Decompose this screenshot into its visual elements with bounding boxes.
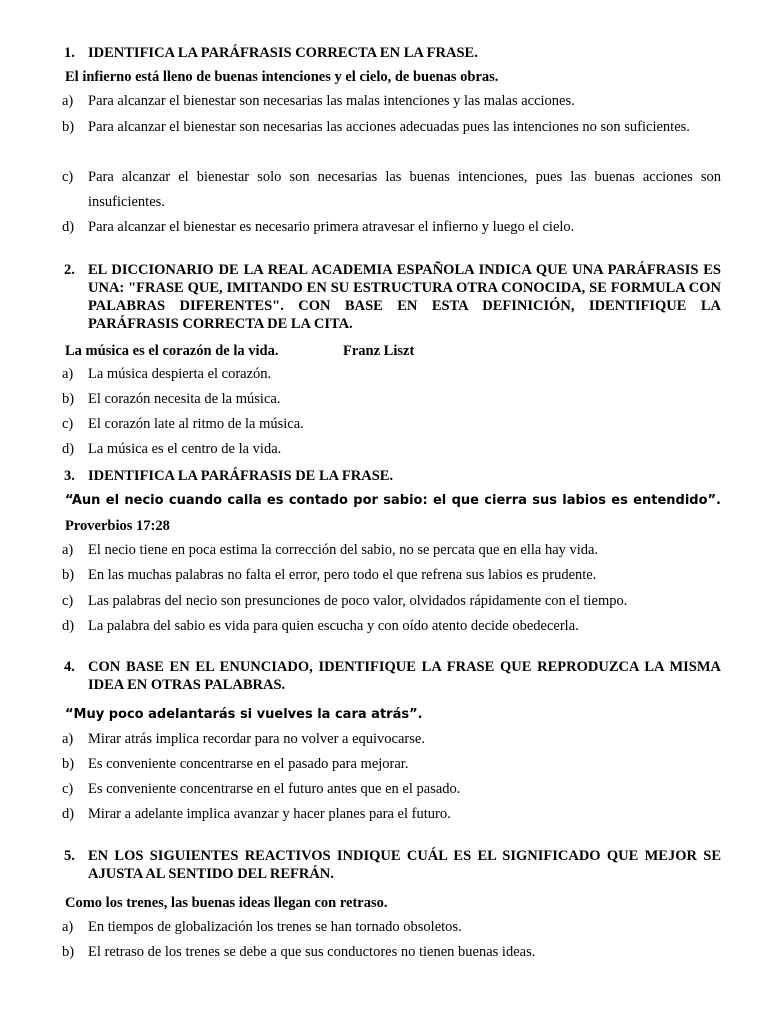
option-letter: c) bbox=[62, 781, 74, 797]
option-text: Para alcanzar el bienestar son necesarias las acciones adecuadas pues las intenciones no son suficientes. bbox=[88, 119, 690, 135]
option-text: Para alcanzar el bienestar son necesarias las malas intenciones y las malas acciones. bbox=[88, 93, 575, 109]
option-text: Para alcanzar el bienestar es necesario primera atravesar el infierno y luego el cielo. bbox=[88, 219, 575, 235]
question-text: EN LOS SIGUIENTES REACTIVOS INDIQUE CUÁL ES EL SIGNIFICADO QUE MEJOR SE AJUSTA AL SENTIDO DEL REFRÁN. bbox=[88, 848, 721, 882]
option-3d bbox=[62, 614, 721, 639]
option-letter: a) bbox=[62, 919, 74, 935]
question-2-prompt: La música es el corazón de la vida. bbox=[65, 343, 279, 359]
option-letter: d) bbox=[62, 618, 75, 634]
question-4-prompt: “Muy poco adelantarás si vuelves la cara atrás”. bbox=[65, 707, 423, 722]
option-letter: c) bbox=[62, 593, 74, 609]
option-text: Es conveniente concentrarse en el futuro antes que en el pasado. bbox=[88, 781, 461, 797]
question-5-prompt: Como los trenes, las buenas ideas llegan con retraso. bbox=[65, 895, 388, 911]
option-4c bbox=[62, 777, 721, 802]
quote-source: Proverbios 17:28 bbox=[65, 518, 170, 534]
option-text: La música es el centro de la vida. bbox=[88, 441, 282, 457]
option-letter: a) bbox=[62, 542, 74, 558]
option-letter: b) bbox=[62, 391, 75, 407]
question-1-prompt: El infierno está lleno de buenas intenciones y el cielo, de buenas obras. bbox=[65, 69, 499, 85]
option-letter: a) bbox=[62, 93, 74, 109]
option-text: El necio tiene en poca estima la corrección del sabio, no se percata que en ella hay vida. bbox=[88, 542, 599, 558]
option-letter: a) bbox=[62, 366, 74, 382]
option-text: Las palabras del necio son presunciones de poco valor, olvidados rápidamente con el tiempo. bbox=[88, 593, 628, 609]
question-text: IDENTIFICA LA PARÁFRASIS DE LA FRASE. bbox=[88, 468, 394, 484]
option-3b bbox=[62, 563, 721, 588]
option-text: El corazón necesita de la música. bbox=[88, 391, 281, 407]
question-3-prompt: “Aun el necio cuando calla es contado por sabio: el que cierra sus labios es entendido”. bbox=[65, 493, 721, 508]
option-text: Es conveniente concentrarse en el pasado para mejorar. bbox=[88, 756, 409, 772]
question-1-title bbox=[64, 44, 721, 62]
option-letter: d) bbox=[62, 441, 75, 457]
option-text: Mirar a adelante implica avanzar y hacer planes para el futuro. bbox=[88, 806, 451, 822]
question-number: 5. bbox=[64, 848, 75, 864]
option-2c bbox=[62, 412, 721, 437]
question-number: 3. bbox=[64, 468, 75, 484]
option-text: En las muchas palabras no falta el error, pero todo el que refrena sus labios es prudente. bbox=[88, 567, 597, 583]
option-letter: d) bbox=[62, 806, 75, 822]
question-number: 4. bbox=[64, 659, 75, 675]
option-2d bbox=[62, 437, 721, 462]
option-1d bbox=[62, 215, 721, 240]
option-letter: d) bbox=[62, 219, 75, 235]
option-2a bbox=[62, 362, 721, 387]
option-text: El retraso de los trenes se debe a que sus conductores no tienen buenas ideas. bbox=[88, 944, 536, 960]
option-letter: c) bbox=[62, 169, 74, 185]
question-3-title bbox=[64, 467, 721, 485]
option-letter: b) bbox=[62, 119, 75, 135]
option-text: La música despierta el corazón. bbox=[88, 366, 272, 382]
option-4d bbox=[62, 802, 721, 827]
option-letter: b) bbox=[62, 756, 75, 772]
question-text: CON BASE EN EL ENUNCIADO, IDENTIFIQUE LA FRASE QUE REPRODUZCA LA MISMA IDEA EN OTRAS PALABRAS. bbox=[88, 659, 721, 693]
option-4b bbox=[62, 752, 721, 777]
quote-author: Franz Liszt bbox=[343, 343, 415, 359]
question-5-title bbox=[64, 847, 721, 883]
option-3c bbox=[62, 589, 721, 614]
question-number: 2. bbox=[64, 262, 75, 278]
option-1c bbox=[62, 165, 721, 215]
question-text: IDENTIFICA LA PARÁFRASIS CORRECTA EN LA FRASE. bbox=[88, 45, 478, 61]
question-2-title bbox=[64, 261, 721, 333]
option-2b bbox=[62, 387, 721, 412]
option-letter: c) bbox=[62, 416, 74, 432]
question-text: EL DICCIONARIO DE LA REAL ACADEMIA ESPAÑOLA INDICA QUE UNA PARÁFRASIS ES UNA: "FRASE QUE, IMITANDO EN SU ESTRUCTURA OTRA CONOCIDA, SE FORMULA CON PALABRAS DIFERENTES". CON BASE EN ESTA DEFINICIÓN, IDENTIFIQUE LA PARÁFRASIS CORRECTA DE LA CITA. bbox=[88, 262, 721, 332]
option-1a bbox=[62, 89, 721, 114]
option-letter: b) bbox=[62, 567, 75, 583]
option-text: Para alcanzar el bienestar solo son necesarias las buenas intenciones, pues las buenas acciones son insuficientes. bbox=[88, 169, 721, 210]
option-text: El corazón late al ritmo de la música. bbox=[88, 416, 304, 432]
question-number: 1. bbox=[64, 45, 75, 61]
option-letter: a) bbox=[62, 731, 74, 747]
option-3a bbox=[62, 538, 721, 563]
option-text: En tiempos de globalización los trenes se han tornado obsoletos. bbox=[88, 919, 462, 935]
option-5a bbox=[62, 915, 721, 940]
option-text: Mirar atrás implica recordar para no volver a equivocarse. bbox=[88, 731, 425, 747]
option-5b bbox=[62, 940, 721, 965]
option-text: La palabra del sabio es vida para quien escucha y con oído atento decide obedecerla. bbox=[88, 618, 579, 634]
option-1b bbox=[62, 115, 721, 140]
option-4a bbox=[62, 727, 721, 752]
question-4-title bbox=[64, 658, 721, 694]
option-letter: b) bbox=[62, 944, 75, 960]
